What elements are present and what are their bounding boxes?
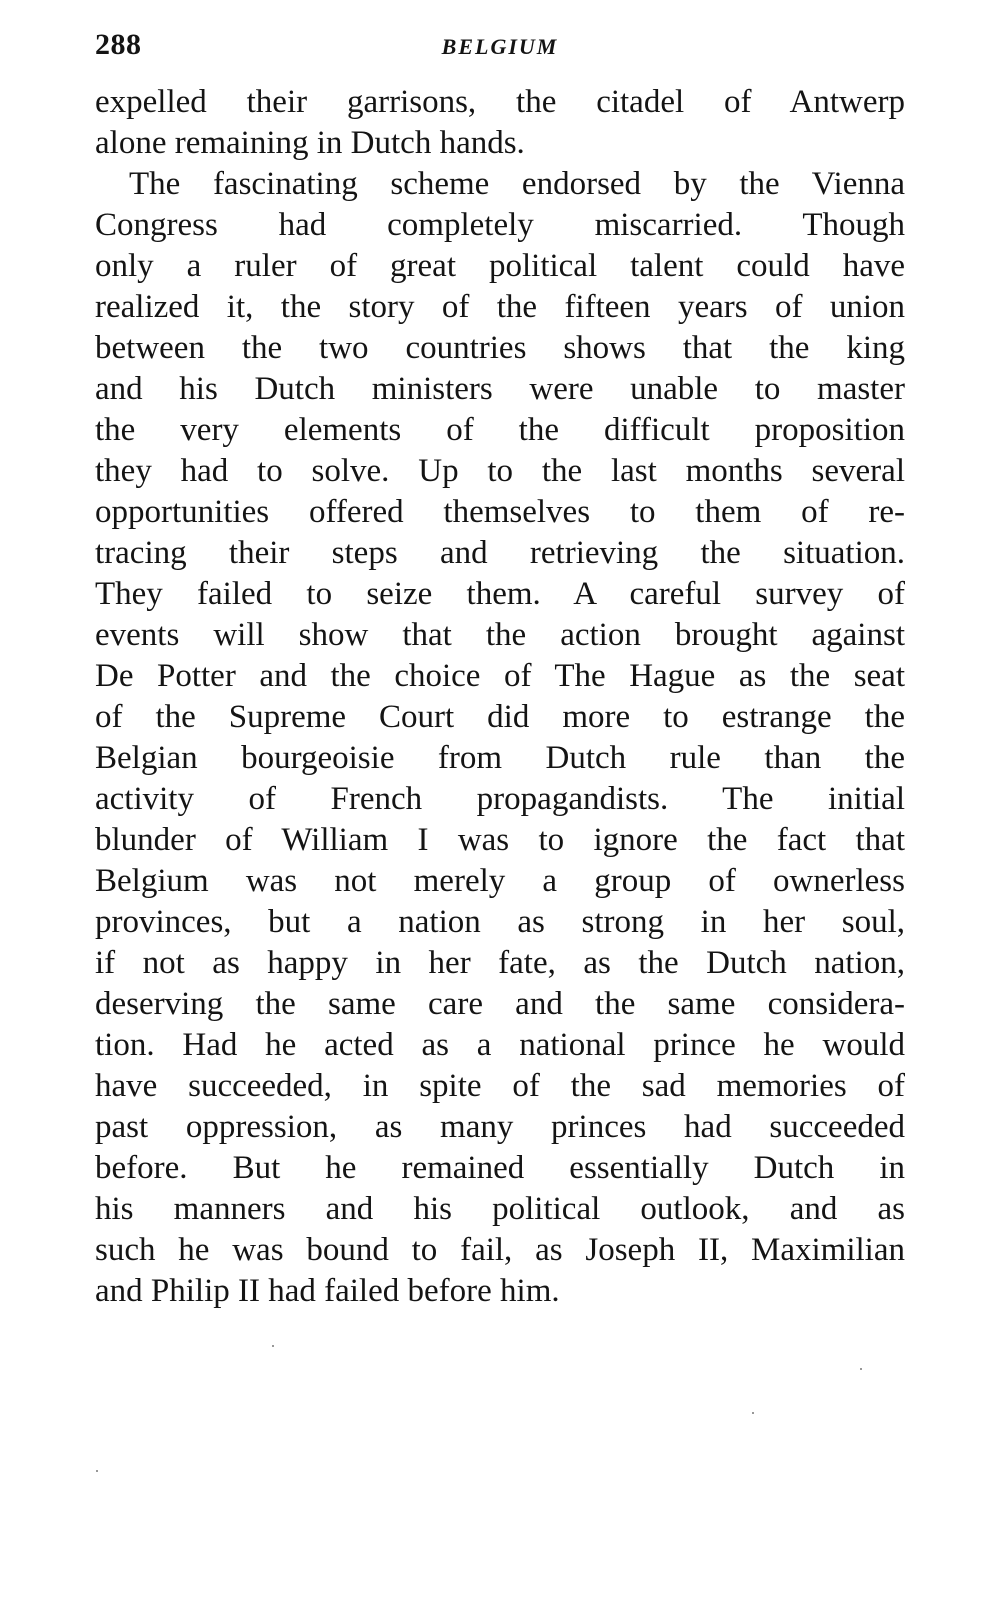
text-line: Belgium was not merely a group of ownerless: [95, 863, 905, 899]
text-line: of the Supreme Court did more to estrange the: [95, 699, 905, 735]
paper-speck: [96, 1470, 98, 1472]
text-line: past oppression, as many princes had succeeded: [95, 1109, 905, 1145]
text-line: before. But he remained essentially Dutch in: [95, 1150, 905, 1186]
text-line: deserving the same care and the same considera-: [95, 986, 905, 1022]
text-line: they had to solve. Up to the last months several: [95, 453, 905, 489]
text-line: have succeeded, in spite of the sad memories of: [95, 1068, 905, 1104]
text-line: expelled their garrisons, the citadel of Antwerp: [95, 84, 905, 120]
text-line: tracing their steps and retrieving the situation.: [95, 535, 905, 571]
text-line: his manners and his political outlook, and as: [95, 1191, 905, 1227]
text-line: only a ruler of great political talent could have: [95, 248, 905, 284]
text-line: and Philip II had failed before him.: [95, 1273, 560, 1309]
text-line: De Potter and the choice of The Hague as the seat: [95, 658, 905, 694]
text-line: opportunities offered themselves to them of re-: [95, 494, 905, 530]
text-line: They failed to seize them. A careful survey of: [95, 576, 905, 612]
paper-speck: [860, 1368, 862, 1370]
text-line: Belgian bourgeoisie from Dutch rule than the: [95, 740, 905, 776]
text-line: such he was bound to fail, as Joseph II, Maximilian: [95, 1232, 905, 1268]
paper-speck: [272, 1345, 274, 1347]
text-line: alone remaining in Dutch hands.: [95, 125, 525, 161]
text-line: blunder of William I was to ignore the fact that: [95, 822, 905, 858]
page-number: 288: [95, 28, 142, 61]
paper-speck: [752, 1412, 754, 1414]
text-line: and his Dutch ministers were unable to master: [95, 371, 905, 407]
text-line: provinces, but a nation as strong in her soul,: [95, 904, 905, 940]
text-line: activity of French propagandists. The initial: [95, 781, 905, 817]
text-line: if not as happy in her fate, as the Dutch nation,: [95, 945, 905, 981]
body-text: [95, 82, 905, 1312]
running-title: BELGIUM: [441, 34, 559, 59]
text-line: Congress had completely miscarried. Though: [95, 207, 905, 243]
paragraph-first-line: The fascinating scheme endorsed by the Vienna: [129, 166, 905, 202]
text-line: events will show that the action brought against: [95, 617, 905, 653]
running-head: [95, 20, 905, 70]
text-line: between the two countries shows that the king: [95, 330, 905, 366]
text-line: realized it, the story of the fifteen years of union: [95, 289, 905, 325]
text-line: tion. Had he acted as a national prince he would: [95, 1027, 905, 1063]
text-line: the very elements of the difficult proposition: [95, 412, 905, 448]
